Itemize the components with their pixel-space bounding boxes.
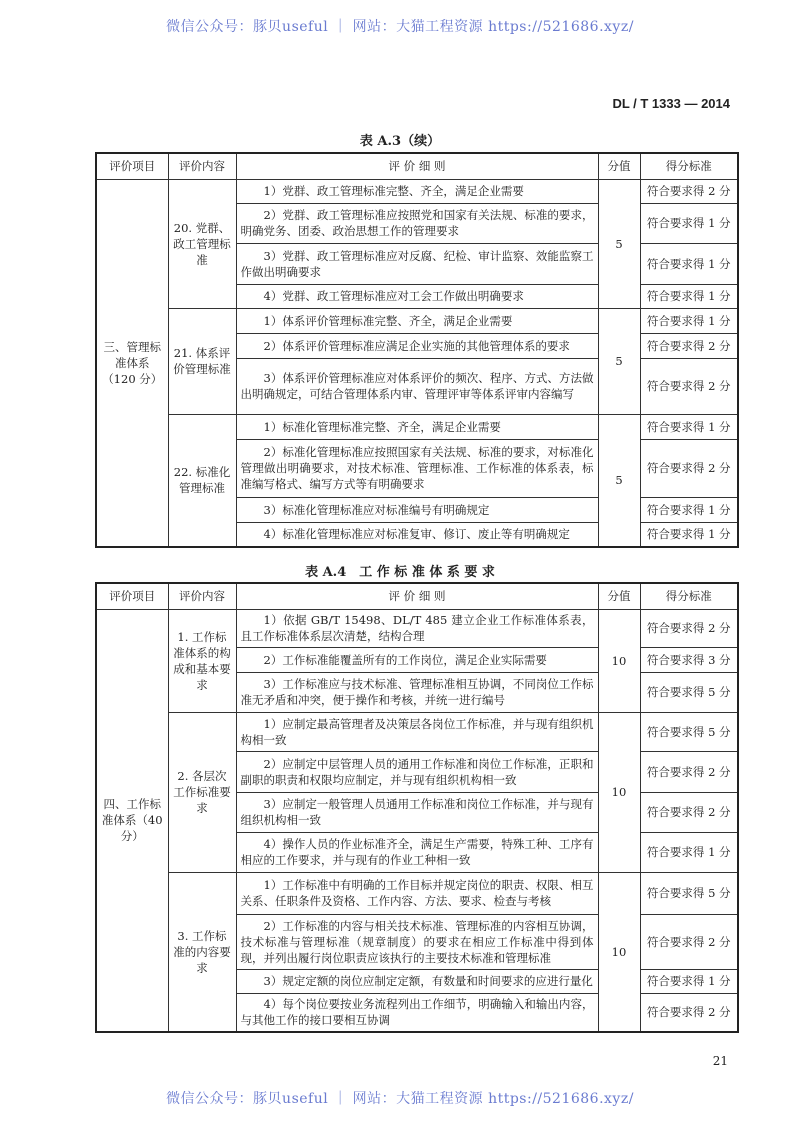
evaluation-content: 22. 标准化管理标准 [168, 414, 236, 547]
evaluation-detail: 2）工作标准能覆盖所有的工作岗位，满足企业实际需要 [236, 647, 598, 672]
scoring-standard: 符合要求得 1 分 [640, 969, 738, 993]
table-row [96, 609, 738, 647]
score-value: 5 [598, 179, 640, 308]
evaluation-detail: 1）体系评价管理标准完整、齐全，满足企业需要 [236, 308, 598, 333]
scoring-standard: 符合要求得 2 分 [640, 609, 738, 647]
score-value: 5 [598, 308, 640, 414]
evaluation-detail: 2）工作标准的内容与相关技术标准、管理标准的内容相互协调，技术标准与管理标准（规章制度）的要求在相应工作标准中得到体现，并列出履行岗位职责应该执行的主要技术标准和管理标准 [236, 914, 598, 969]
column-header: 得分标准 [640, 583, 738, 609]
evaluation-detail: 4）每个岗位要按业务流程列出工作细节，明确输入和输出内容，与其他工作的接口要相互协调 [236, 993, 598, 1032]
evaluation-detail: 4）标准化管理标准应对标准复审、修订、废止等有明确规定 [236, 522, 598, 547]
scoring-standard: 符合要求得 2 分 [640, 333, 738, 358]
scoring-standard: 符合要求得 2 分 [640, 993, 738, 1032]
evaluation-detail: 3）体系评价管理标准应对体系评价的频次、程序、方式、方法做出明确规定，可结合管理体系内审、管理评审等体系评审内容编写 [236, 358, 598, 414]
evaluation-detail: 3）工作标准应与技术标准、管理标准相互协调，不同岗位工作标准无矛盾和冲突，便于操作和考核，并统一进行编号 [236, 672, 598, 712]
table-row [96, 712, 738, 751]
column-header: 评价内容 [168, 153, 236, 179]
column-header: 评价项目 [96, 153, 168, 179]
scoring-standard: 符合要求得 5 分 [640, 872, 738, 914]
column-header: 评 价 细 则 [236, 583, 598, 609]
scoring-standard: 符合要求得 1 分 [640, 522, 738, 547]
page-number: 21 [712, 1054, 728, 1068]
scoring-standard: 符合要求得 1 分 [640, 284, 738, 308]
column-header: 分值 [598, 153, 640, 179]
table-a3 [95, 152, 739, 548]
scoring-standard: 符合要求得 2 分 [640, 914, 738, 969]
evaluation-detail: 2）体系评价管理标准应满足企业实施的其他管理体系的要求 [236, 333, 598, 358]
evaluation-project: 四、工作标准体系（40 分） [96, 609, 168, 1032]
evaluation-content: 1. 工作标准体系的构成和基本要求 [168, 609, 236, 712]
standard-number: DL / T 1333 — 2014 [612, 96, 730, 111]
header-row [96, 153, 738, 179]
scoring-standard: 符合要求得 5 分 [640, 712, 738, 751]
scoring-standard: 符合要求得 1 分 [640, 832, 738, 872]
header-row [96, 583, 738, 609]
watermark-top: 微信公众号：豚贝useful ｜ 网站：大猫工程资源 https://521686.xyz/ [166, 19, 634, 35]
watermark-bottom: 微信公众号：豚贝useful ｜ 网站：大猫工程资源 https://521686.xyz/ [166, 1091, 634, 1107]
score-value: 10 [598, 872, 640, 1032]
score-value: 5 [598, 414, 640, 547]
evaluation-detail: 4）操作人员的作业标准齐全，满足生产需要，特殊工种、工序有相应的工作要求，并与现有的作业工种相一致 [236, 832, 598, 872]
table-a4-title: 表 A.4 工 作 标 准 体 系 要 求 [305, 565, 495, 580]
evaluation-detail: 1）应制定最高管理者及决策层各岗位工作标准，并与现有组织机构相一致 [236, 712, 598, 751]
evaluation-detail: 4）党群、政工管理标准应对工会工作做出明确要求 [236, 284, 598, 308]
evaluation-detail: 1）依据 GB/T 15498、DL/T 485 建立企业工作标准体系表，且工作标准体系层次清楚，结构合理 [236, 609, 598, 647]
table-row [96, 872, 738, 914]
evaluation-content: 20. 党群、政工管理标准 [168, 179, 236, 308]
scoring-standard: 符合要求得 1 分 [640, 414, 738, 439]
column-header: 评价项目 [96, 583, 168, 609]
table-a4 [95, 582, 739, 1033]
scoring-standard: 符合要求得 2 分 [640, 439, 738, 497]
evaluation-project: 三、管理标准体系（120 分） [96, 179, 168, 547]
evaluation-content: 3. 工作标准的内容要求 [168, 872, 236, 1032]
column-header: 评价内容 [168, 583, 236, 609]
evaluation-detail: 3）规定定额的岗位应制定定额，有数量和时间要求的应进行量化 [236, 969, 598, 993]
evaluation-detail: 2）标准化管理标准应按照国家有关法规、标准的要求，对标准化管理做出明确要求，对技术标准、管理标准、工作标准的体系表，标准编写格式、编写方式等有明确要求 [236, 439, 598, 497]
scoring-standard: 符合要求得 5 分 [640, 672, 738, 712]
column-header: 得分标准 [640, 153, 738, 179]
scoring-standard: 符合要求得 1 分 [640, 308, 738, 333]
table-row [96, 179, 738, 203]
column-header: 评 价 细 则 [236, 153, 598, 179]
scoring-standard: 符合要求得 1 分 [640, 497, 738, 522]
table-a3-title: 表 A.3（续） [359, 134, 441, 149]
table-row [96, 414, 738, 439]
evaluation-detail: 3）应制定一般管理人员通用工作标准和岗位工作标准，并与现有组织机构相一致 [236, 792, 598, 832]
scoring-standard: 符合要求得 2 分 [640, 179, 738, 203]
evaluation-detail: 3）标准化管理标准应对标准编号有明确规定 [236, 497, 598, 522]
evaluation-content: 21. 体系评价管理标准 [168, 308, 236, 414]
table-row [96, 308, 738, 333]
scoring-standard: 符合要求得 2 分 [640, 358, 738, 414]
scoring-standard: 符合要求得 2 分 [640, 751, 738, 792]
evaluation-detail: 3）党群、政工管理标准应对反腐、纪检、审计监察、效能监察工作做出明确要求 [236, 243, 598, 284]
scoring-standard: 符合要求得 2 分 [640, 792, 738, 832]
scoring-standard: 符合要求得 3 分 [640, 647, 738, 672]
scoring-standard: 符合要求得 1 分 [640, 203, 738, 243]
scoring-standard: 符合要求得 1 分 [640, 243, 738, 284]
evaluation-detail: 2）党群、政工管理标准应按照党和国家有关法规、标准的要求，明确党务、团委、政治思想工作的管理要求 [236, 203, 598, 243]
evaluation-detail: 1）标准化管理标准完整、齐全，满足企业需要 [236, 414, 598, 439]
column-header: 分值 [598, 583, 640, 609]
evaluation-detail: 1）工作标准中有明确的工作目标并规定岗位的职责、权限、相互关系、任职条件及资格、工作内容、方法、要求、检查与考核 [236, 872, 598, 914]
score-value: 10 [598, 609, 640, 712]
evaluation-detail: 1）党群、政工管理标准完整、齐全，满足企业需要 [236, 179, 598, 203]
evaluation-detail: 2）应制定中层管理人员的通用工作标准和岗位工作标准，正职和副职的职责和权限均应制定，并与现有组织机构相一致 [236, 751, 598, 792]
evaluation-content: 2. 各层次工作标准要求 [168, 712, 236, 872]
score-value: 10 [598, 712, 640, 872]
